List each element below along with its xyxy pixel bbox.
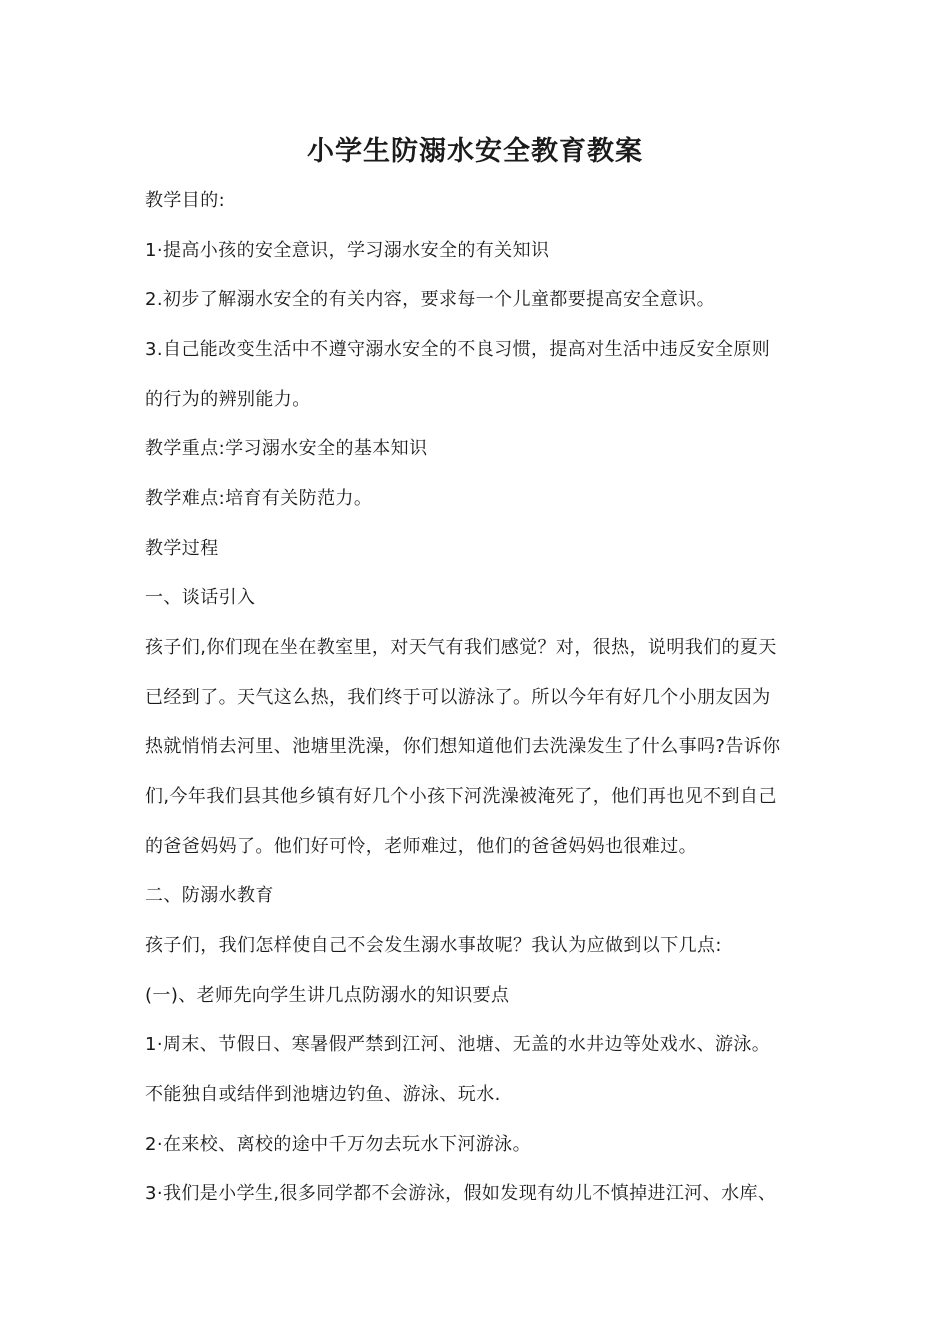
paragraph-line: 教学重点:学习溺水安全的基本知识 (145, 438, 428, 459)
paragraph-line: 教学难点:培育有关防范力。 (145, 488, 373, 509)
section-heading: 一、谈话引入 (145, 587, 256, 608)
paragraph-line: 的行为的辨别能力。 (145, 389, 311, 410)
paragraph-line: 3.自己能改变生活中不遵守溺水安全的不良习惯，提高对生活中违反安全原则 (145, 339, 771, 360)
paragraph-line: 热就悄悄去河里、池塘里洗澡，你们想知道他们去洗澡发生了什么事吗?告诉你 (145, 736, 781, 757)
paragraph-line: 1·提高小孩的安全意识，学习溺水安全的有关知识 (145, 240, 550, 261)
paragraph-line: 1·周末、节假日、寒暑假严禁到江河、池塘、无盖的水井边等处戏水、游泳。 (145, 1034, 771, 1055)
paragraph-line: 2·在来校、离校的途中千万勿去玩水下河游泳。 (145, 1134, 531, 1155)
paragraph-line: 孩子们，我们怎样使自己不会发生溺水事故呢？我认为应做到以下几点: (145, 935, 722, 956)
paragraph-line: 2.初步了解溺水安全的有关内容，要求每一个儿童都要提高安全意识。 (145, 289, 715, 310)
document-title: 小学生防溺水安全教育教案 (307, 136, 643, 167)
paragraph-line: 教学目的: (145, 190, 226, 211)
paragraph-line: 已经到了。天气这么热，我们终于可以游泳了。所以今年有好几个小朋友因为 (145, 687, 771, 708)
subsection-heading: (一)、老师先向学生讲几点防溺水的知识要点 (145, 985, 510, 1006)
paragraph-line: 3·我们是小学生,很多同学都不会游泳，假如发现有幼儿不慎掉进江河、水库、 (145, 1183, 777, 1204)
paragraph-line: 不能独自或结伴到池塘边钓鱼、游泳、玩水. (145, 1084, 501, 1105)
section-heading: 二、防溺水教育 (145, 885, 274, 906)
paragraph-line: 孩子们,你们现在坐在教室里，对天气有我们感觉？对，很热，说明我们的夏天 (145, 637, 777, 658)
paragraph-line: 的爸爸妈妈了。他们好可怜，老师难过，他们的爸爸妈妈也很难过。 (145, 836, 697, 857)
paragraph-line: 们,今年我们县其他乡镇有好几个小孩下河洗澡被淹死了，他们再也见不到自己 (145, 786, 777, 807)
section-heading: 教学过程 (145, 538, 219, 559)
